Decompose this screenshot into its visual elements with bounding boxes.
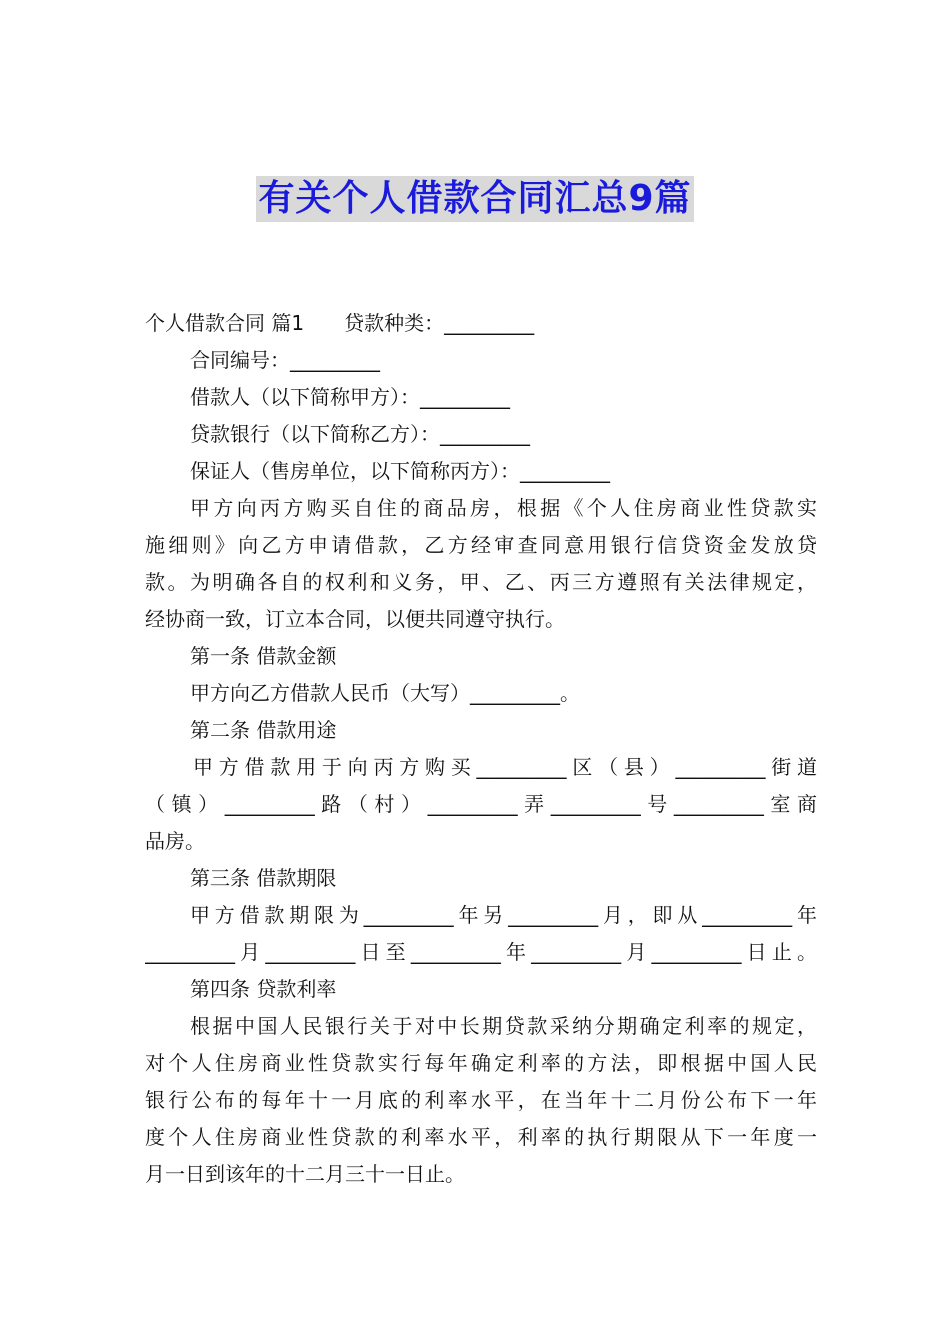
paragraph-line: 甲方借款用于向丙方购买_________区（县）_________街道 bbox=[193, 755, 817, 779]
article-heading: 第二条 借款用途 bbox=[190, 718, 337, 742]
paragraph-line: 甲方借款期限为_________年另_________月，即从_________年 bbox=[190, 903, 817, 927]
document-title: 有关个人借款合同汇总9篇 bbox=[256, 176, 693, 222]
paragraph-line: 品房。 bbox=[145, 829, 205, 853]
paragraph-line: （镇）_________路（村）_________弄_________号_________室商 bbox=[145, 792, 817, 816]
paragraph-line: 对个人住房商业性贷款实行每年确定利率的方法，即根据中国人民 bbox=[145, 1051, 817, 1075]
borrower-field: 借款人（以下简称甲方）：_________ bbox=[190, 385, 510, 409]
paragraph-line: 经协商一致，订立本合同，以便共同遵守执行。 bbox=[145, 607, 565, 631]
title-container bbox=[0, 176, 950, 222]
lender-bank-field: 贷款银行（以下简称乙方）：_________ bbox=[190, 422, 530, 446]
paragraph-line: 施细则》向乙方申请借款，乙方经审查同意用银行信贷资金发放贷 bbox=[145, 533, 817, 557]
guarantor-field: 保证人（售房单位，以下简称丙方）：_________ bbox=[190, 459, 610, 483]
contract-number-field: 合同编号：_________ bbox=[190, 348, 380, 372]
paragraph-line: 度个人住房商业性贷款的利率水平，利率的执行期限从下一年度一 bbox=[145, 1125, 817, 1149]
section-heading-line bbox=[145, 305, 817, 342]
section-heading: 个人借款合同 篇1 bbox=[145, 311, 305, 335]
paragraph-line: 月一日到该年的十二月三十一日止。 bbox=[145, 1162, 465, 1186]
paragraph-line: _________月_________日至_________年_________月_________日止。 bbox=[145, 940, 817, 964]
paragraph-line: 根据中国人民银行关于对中长期贷款采纳分期确定利率的规定， bbox=[190, 1014, 817, 1038]
article-heading: 第四条 贷款利率 bbox=[190, 977, 337, 1001]
article-heading: 第一条 借款金额 bbox=[190, 644, 337, 668]
article-heading: 第三条 借款期限 bbox=[190, 866, 337, 890]
paragraph-line: 甲方向乙方借款人民币（大写）_________。 bbox=[190, 681, 580, 705]
paragraph-line: 甲方向丙方购买自住的商品房，根据《个人住房商业性贷款实 bbox=[190, 496, 817, 520]
paragraph-line: 款。为明确各自的权利和义务，甲、乙、丙三方遵照有关法律规定， bbox=[145, 570, 817, 594]
loan-type-field: 贷款种类：_________ bbox=[344, 311, 535, 335]
document-body bbox=[145, 305, 817, 1193]
paragraph-line: 银行公布的每年十一月底的利率水平，在当年十二月份公布下一年 bbox=[145, 1088, 817, 1112]
